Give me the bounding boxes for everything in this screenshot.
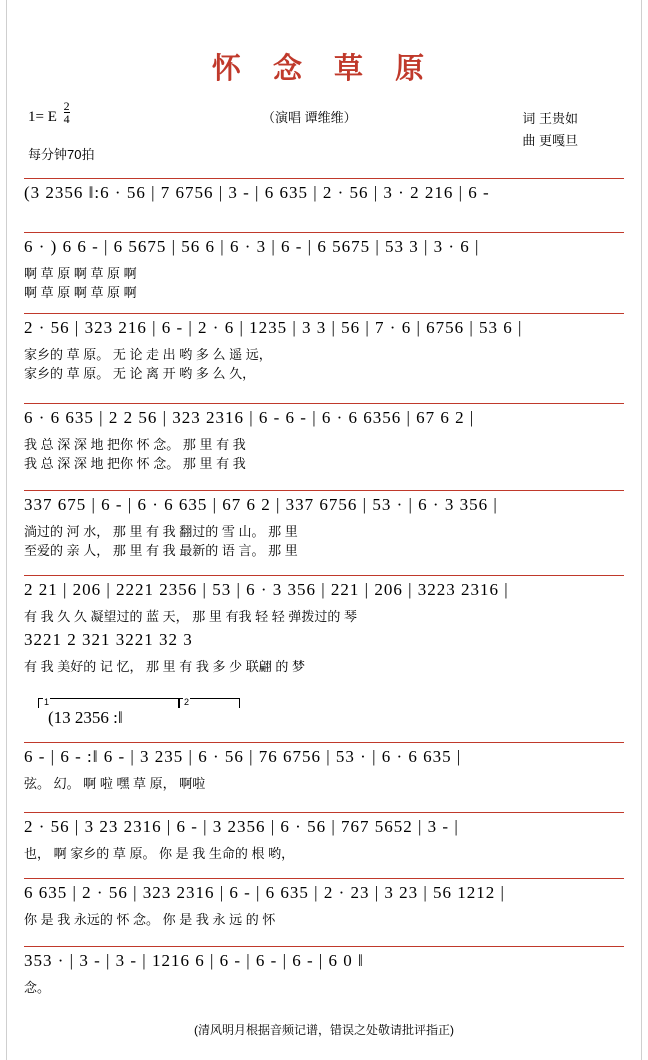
music-system-3: [24, 313, 624, 382]
lyric-row-verse1: 有 我 久 久 凝望过的 蓝 天， 那 里 有我 轻 轻 弹拨过的 琴: [24, 609, 357, 624]
lyric-row-verse1: 你 是 我 永远的 怀 念。 你 是 我 永 远 的 怀: [24, 912, 276, 927]
page-title: 怀 念 草 原: [211, 53, 437, 85]
note-row: 2 · 56 | 323 216 | 6 - | 2 · 6 | 1235 | 3 3 | 56 | 7 · 6 | 6756 | 53 6 |: [24, 318, 523, 337]
time-signature-numerator: 2: [63, 99, 70, 113]
repeat-bracket-2-label: 2: [184, 697, 190, 707]
music-system-9: [24, 878, 624, 928]
music-system-1: [24, 178, 624, 209]
note-row: 6 · 6 635 | 2 2 56 | 323 2316 | 6 - 6 - | 6 · 6 6356 | 67 6 2 |: [24, 408, 475, 427]
lyric-row-verse2: 家乡的 草 原。 无 论 离 开 哟 多 么 久，: [24, 366, 256, 381]
lyric-row-verse1: 念。: [24, 980, 51, 995]
music-system-6: [24, 575, 624, 675]
lyric-row-verse1: 弦。 幻。 啊 啦 嘿 草 原， 啊啦: [24, 776, 206, 791]
note-row: 6 - | 6 - :‖ 6 - | 3 235 | 6 · 56 | 76 6756 | 53 · | 6 · 6 635 |: [24, 747, 462, 766]
note-row: 2 · 56 | 3 23 2316 | 6 - | 3 2356 | 6 · 56 | 767 5652 | 3 - |: [24, 817, 459, 836]
music-system-5: [24, 490, 624, 559]
music-system-8: [24, 812, 624, 862]
note-row: (3 2356 ‖:6 · 56 | 7 6756 | 3 - | 6 635 | 2 · 56 | 3 · 2 216 | 6 -: [24, 183, 490, 202]
music-system-2: [24, 232, 624, 301]
key-label: 1= E: [28, 109, 57, 125]
lyric-row-verse1: 也， 啊 家乡的 草 原。 你 是 我 生命的 根 哟，: [24, 846, 295, 861]
note-row: 2 21 | 206 | 2221 2356 | 53 | 6 · 3 356 | 221 | 206 | 3223 2316 |: [24, 580, 509, 599]
page-border-right: [641, 0, 642, 1060]
repeat-pickup-notes: (13 2356 :‖: [48, 708, 123, 727]
lyric-row-verse2: 啊 草 原 啊 草 原 啊: [24, 285, 137, 300]
music-system-7: [24, 742, 624, 792]
lyric-row-verse1: 家乡的 草 原。 无 论 走 出 哟 多 么 遥 远，: [24, 347, 272, 362]
lyric-row-verse1: 淌过的 河 水， 那 里 有 我 翻过的 雪 山。 那 里: [24, 524, 298, 539]
repeat-bracket-1-label: 1: [44, 697, 50, 707]
transcription-note: (清风明月根据音频记谱，错误之处敬请批评指正): [194, 1023, 454, 1037]
note-row: 6 635 | 2 · 56 | 323 2316 | 6 - | 6 635 | 2 · 23 | 3 23 | 56 1212 |: [24, 883, 505, 902]
key-signature: [28, 100, 70, 126]
page-border-left: [6, 0, 7, 1060]
lyric-row-verse2: 至爱的 亲 人， 那 里 有 我 最新的 语 言。 那 里: [24, 543, 298, 558]
note-row-alt: 3221 2 321 3221 32 3: [24, 630, 193, 649]
lyric-row-verse3: 有 我 美好的 记 忆， 那 里 有 我 多 少 联翩 的 梦: [24, 659, 305, 674]
composer-credit: 曲 更嘎旦: [522, 133, 578, 148]
lyric-row-verse1: 啊 草 原 啊 草 原 啊: [24, 266, 137, 281]
time-signature: [64, 100, 70, 125]
note-row: 337 675 | 6 - | 6 · 6 635 | 67 6 2 | 337 6756 | 53 · | 6 · 3 356 |: [24, 495, 498, 514]
note-row: 6 · ) 6 6 - | 6 5675 | 56 6 | 6 · 3 | 6 - | 6 5675 | 53 3 | 3 · 6 |: [24, 237, 480, 256]
performer-credit: （演唱 谭维维）: [262, 110, 357, 125]
lyric-row-verse2: 我 总 深 深 地 把你 怀 念。 那 里 有 我: [24, 456, 246, 471]
repeat-bracket-2: [178, 698, 240, 708]
note-row: 353 · | 3 - | 3 - | 1216 6 | 6 - | 6 - | 6 - | 6 0 ‖: [24, 951, 364, 970]
music-system-4: [24, 403, 624, 472]
lyric-row-verse1: 我 总 深 深 地 把你 怀 念。 那 里 有 我: [24, 437, 246, 452]
tempo-marking: 每分钟70拍: [28, 147, 95, 162]
time-signature-denominator: 4: [63, 112, 70, 126]
music-system-10: [24, 946, 624, 996]
repeat-bracket-1: [38, 698, 180, 708]
lyricist-credit: 词 王贵如: [522, 111, 578, 126]
